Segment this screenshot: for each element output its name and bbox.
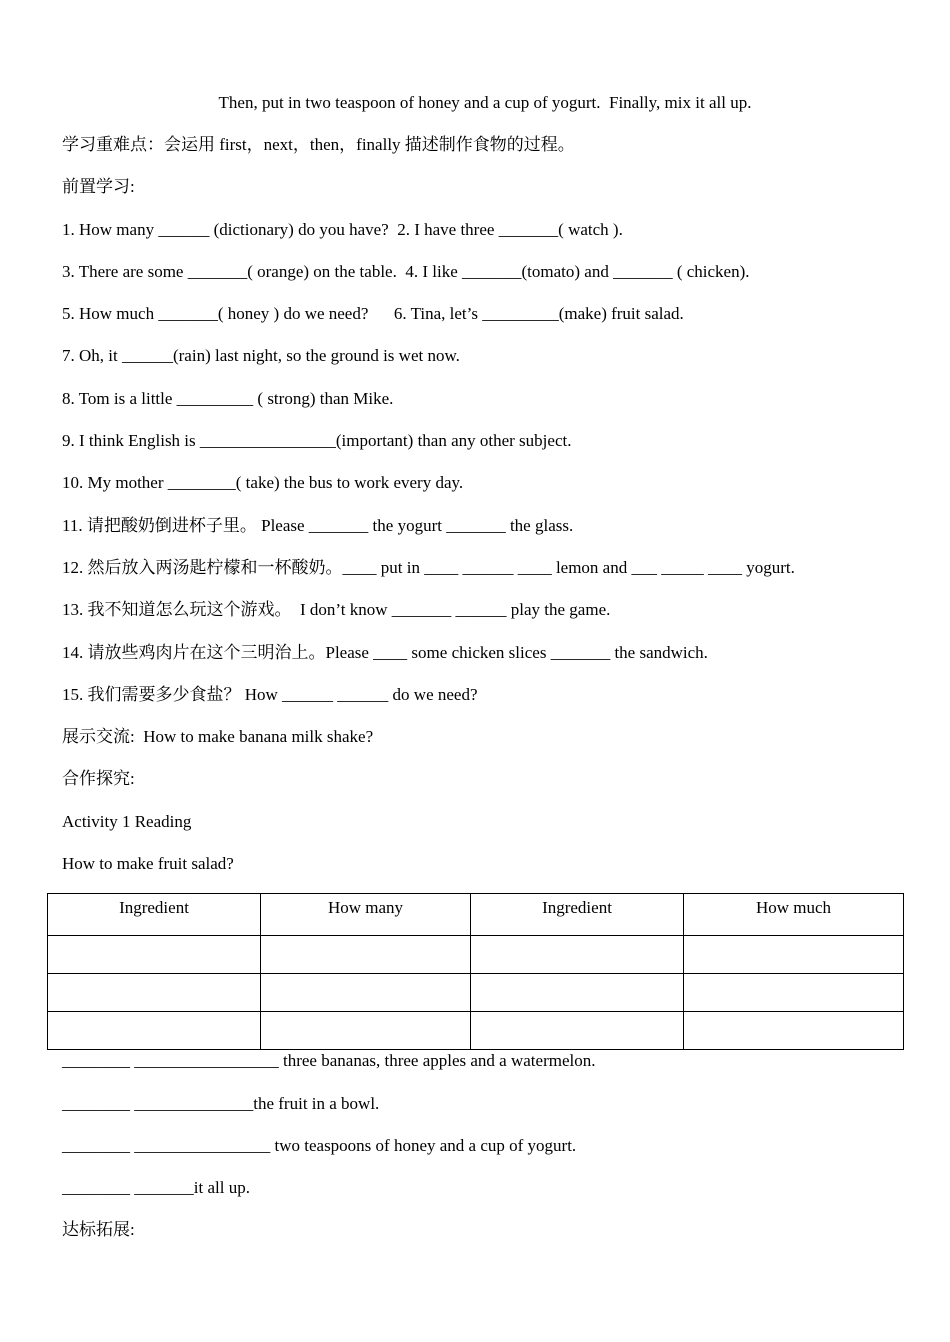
table-cell bbox=[261, 974, 471, 1012]
exercise-line: 7. Oh, it ______(rain) last night, so the ground is wet now. bbox=[62, 346, 460, 365]
extension-heading: 达标拓展: bbox=[62, 1220, 135, 1239]
table-cell bbox=[48, 936, 261, 974]
exercise-line: 3. There are some _______( orange) on the table. 4. I like _______(tomato) and _______ ( chicken). bbox=[62, 262, 750, 281]
table-cell bbox=[684, 974, 904, 1012]
exercise-line: 8. Tom is a little _________ ( strong) than Mike. bbox=[62, 389, 394, 408]
step-line: ________ _________________ three bananas, three apples and a watermelon. bbox=[62, 1051, 596, 1070]
exercise-line: 9. I think English is ________________(important) than any other subject. bbox=[62, 431, 572, 450]
table-cell bbox=[684, 1012, 904, 1050]
table-row bbox=[48, 936, 904, 974]
step-line: ________ ________________ two teaspoons of honey and a cup of yogurt. bbox=[62, 1136, 577, 1155]
exercise-line: 13. 我不知道怎么玩这个游戏。 I don’t know _______ ______ play the game. bbox=[62, 600, 611, 619]
table-cell bbox=[471, 936, 684, 974]
table-row bbox=[48, 1012, 904, 1050]
preview-heading: 前置学习: bbox=[62, 177, 135, 196]
exercise-line: 11. 请把酸奶倒进杯子里。 Please _______ the yogurt _______ the glass. bbox=[62, 516, 574, 535]
exercise-line: 14. 请放些鸡肉片在这个三明治上。Please ____ some chicken slices _______ the sandwich. bbox=[62, 643, 708, 662]
table-cell bbox=[261, 936, 471, 974]
exercise-line: 12. 然后放入两汤匙柠檬和一杯酸奶。____ put in ____ ______ ____ lemon and ___ _____ ____ yogurt. bbox=[62, 558, 795, 577]
table-header-cell: Ingredient bbox=[471, 894, 684, 936]
exercise-line: 1. How many ______ (dictionary) do you have? 2. I have three _______( watch ). bbox=[62, 220, 623, 239]
table-cell bbox=[684, 936, 904, 974]
table-row bbox=[48, 974, 904, 1012]
activity-question: How to make fruit salad? bbox=[62, 854, 234, 873]
activity-title: Activity 1 Reading bbox=[62, 812, 192, 831]
show-heading: 展示交流: How to make banana milk shake? bbox=[62, 727, 374, 746]
table-header-cell: How many bbox=[261, 894, 471, 936]
table-cell bbox=[471, 974, 684, 1012]
table-header-cell: How much bbox=[684, 894, 904, 936]
exercise-line: 15. 我们需要多少食盐？ How ______ ______ do we need? bbox=[62, 685, 478, 704]
step-line: ________ _______it all up. bbox=[62, 1178, 250, 1197]
step-line: ________ ______________the fruit in a bowl. bbox=[62, 1094, 380, 1113]
table-cell bbox=[48, 974, 261, 1012]
coop-heading: 合作探究: bbox=[62, 769, 135, 788]
table-header-row bbox=[48, 894, 904, 936]
intro-line: Then, put in two teaspoon of honey and a cup of yogurt. Finally, mix it all up. bbox=[218, 93, 752, 112]
exercise-line: 5. How much _______( honey ) do we need? 6. Tina, let’s _________(make) fruit salad. bbox=[62, 304, 684, 323]
table-cell bbox=[48, 1012, 261, 1050]
table-header-cell: Ingredient bbox=[48, 894, 261, 936]
key-points: 学习重难点：会运用 first，next，then，finally 描述制作食物的过程。 bbox=[62, 135, 575, 154]
exercise-line: 10. My mother ________( take) the bus to work every day. bbox=[62, 473, 464, 492]
ingredients-table bbox=[47, 893, 904, 1050]
table-cell bbox=[471, 1012, 684, 1050]
table-cell bbox=[261, 1012, 471, 1050]
